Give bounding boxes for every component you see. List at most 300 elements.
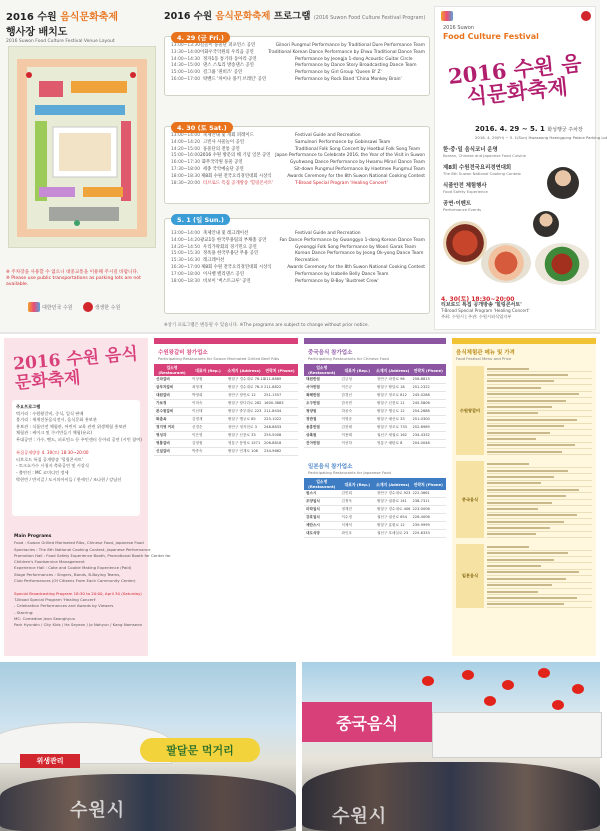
column-header: 대표자 (Rep.) — [340, 364, 376, 376]
table-cell: 팔달구 인계로 108 — [226, 448, 262, 456]
program-time: 16:00~17:30 — [171, 160, 200, 166]
program-title-en: Japan Performance to Celebrate 2016, the Year of the Visit in Suwon — [275, 153, 425, 159]
menu-item-text — [487, 565, 541, 567]
program-row — [171, 133, 425, 140]
table-cell: 조양일식 — [304, 498, 340, 506]
menu-sections — [452, 366, 596, 608]
info-line: 홍보관 : 식품안전 체험관, 어린이 교육 관련 위생체험 홍보관 — [16, 423, 127, 429]
galbi-column — [154, 338, 298, 656]
menu-item-text — [487, 476, 554, 478]
venue-subtitle: 2016 Suwon Food Culture Festival Venue Layout — [6, 39, 115, 44]
table-cell: 팔달구 경수대로 406 — [375, 506, 411, 514]
menu-item-text — [487, 406, 552, 408]
table-cell: 245-5806 — [411, 400, 447, 408]
menu-title: 음식체험관 메뉴 및 가격 — [456, 350, 515, 356]
table-row — [304, 376, 446, 384]
table-cell: 김정욱 — [340, 498, 376, 506]
map-block-parking — [49, 207, 119, 221]
table-row — [154, 400, 298, 408]
program-time: 18:00~18:30 — [171, 278, 200, 284]
table-cell: 225-8333 — [411, 530, 447, 538]
program-title-en: Samulnori Performance by Gobinsawi Team — [295, 139, 391, 145]
program-title-kr: 길놀이 풍물단 퍼포먼스 공연 — [200, 43, 256, 48]
table-row — [304, 408, 446, 416]
table-cell: 251-1557 — [262, 392, 298, 400]
table-cell: 태원반점 — [304, 376, 340, 384]
day-rows — [165, 127, 429, 187]
table-cell: 206-8818 — [262, 440, 298, 448]
table-cell: 김민희 — [340, 490, 376, 498]
venue-title: 2016 수원 음식문화축제 — [6, 12, 119, 23]
table-cell: 김찬태 — [340, 424, 376, 432]
column-header: 소재지 (Address) — [375, 364, 411, 376]
table-cell: 김금성 — [340, 376, 376, 384]
menu-item-text — [487, 432, 550, 434]
table-cell: 대도식당 — [304, 530, 340, 538]
day-rows — [165, 37, 429, 84]
program-title-en: Festival Guide and Recreation — [295, 231, 361, 236]
program-title-en: Performance by Jeongja 1-dong Acoustic Guitar Circle — [295, 56, 413, 62]
venue-map-drawing — [9, 47, 155, 247]
program-row — [171, 265, 425, 272]
table-cell: 1600-3883 — [262, 400, 298, 408]
info-line: Park Hyunbin / City Kids / Ha Seyeon / Jo Nahyun / Kang Namseon — [14, 622, 143, 628]
program-time: 14:20~14:50 — [171, 244, 200, 250]
poster-singer-photo — [533, 211, 559, 237]
program-title-en: Festival Guide and Recreation — [295, 133, 361, 138]
lantern-icon — [462, 670, 474, 680]
table-cell: 한경선 — [340, 392, 376, 400]
table-cell: 254-2888 — [411, 408, 447, 416]
program-title-kr: 이화우국악원의 우리음 공연 — [200, 49, 254, 55]
program-row — [171, 70, 425, 77]
table-row — [304, 432, 446, 440]
menu-item-text — [487, 489, 579, 491]
program-time: 14:00~14:30 — [171, 56, 200, 62]
table-row — [154, 384, 298, 392]
poster-feature: 식품안전 체험행사 Food Safety Experience — [443, 183, 488, 194]
table-cell: 복해반점 — [304, 392, 340, 400]
table-cell: 상록원 — [304, 432, 340, 440]
column-header: 대표자 (Rep.) — [340, 478, 376, 490]
brand-logo-icon — [83, 302, 93, 312]
map-block-chinese — [35, 105, 125, 115]
table-cell: 권선구 세권로 162 — [375, 432, 411, 440]
menu-subtitle: Food Festival Menu and Price — [456, 356, 512, 361]
table-row — [154, 376, 298, 384]
menu-section — [456, 544, 592, 608]
program-schedule — [164, 8, 432, 330]
menu-item-text — [487, 374, 568, 376]
program-title-kr: 정옥용 한국무용단 무용 공연 — [203, 251, 259, 257]
program-title-kr: 제8회 수원 전국요리경연대회 시상식 — [200, 173, 272, 179]
table-cell: 이영준 — [340, 416, 376, 424]
menu-item-text — [487, 578, 566, 580]
table-cell: 장안구 파장로 96 — [375, 376, 411, 384]
menu-item-text — [487, 393, 579, 395]
table-row — [304, 506, 446, 514]
day-block-apr30 — [164, 126, 430, 204]
info-line: Promotion Hall : Food Safety Experience Booth, Promotional Booth for Center for — [14, 552, 171, 558]
table-row — [154, 448, 298, 456]
program-time: 15:00~16:00 — [171, 153, 200, 159]
table-cell: 장안구 정자천로 3 — [226, 424, 262, 432]
program-row — [171, 238, 425, 245]
menu-item-text — [487, 451, 562, 453]
menu-item-line — [487, 532, 592, 538]
program-title-kr: 락밴드 '차이나 몽키 브레인' 공연 — [203, 76, 267, 82]
festival-photo-2 — [302, 662, 600, 831]
table-cell: 김영재 — [190, 416, 226, 424]
info-line: Experience Hall : Cake and Cookie Making Experience (Paid) — [14, 565, 132, 571]
program-title-en: Recreation — [295, 258, 319, 264]
table-cell: 정계진 — [340, 506, 376, 514]
column-header: 연락처 (Phone) — [411, 478, 447, 490]
program-title-en: Gyeonggi Folk Song Performance by Woori Garak Team — [295, 244, 417, 250]
table-cell: 신라갈비 — [154, 376, 190, 384]
program-time: 14:20~15:00 — [171, 146, 200, 152]
menu-item-text — [487, 444, 575, 446]
menu-item-text — [487, 387, 541, 389]
program-time: 14:30~15:00 — [171, 63, 200, 69]
program-title-en: Korean Dance Performance by Jeong Ok-yong Dance Team — [295, 251, 424, 257]
program-row — [171, 181, 425, 188]
table-header-row — [304, 478, 446, 490]
photo1-banner-small: 위생관리 — [20, 754, 80, 768]
program-title-kr: 티브로드 특집 공개방송 '힐링콘서트' — [203, 180, 274, 186]
menu-item-text — [487, 425, 564, 427]
program-title-en: Gilnori Pungmul Performance by Traditional Dure Performance Team — [275, 43, 425, 48]
table-cell: 팔달구 행궁로 85 — [226, 416, 262, 424]
table-cell: 최영재 — [190, 384, 226, 392]
poster-eng-title: Food Culture Festival — [443, 32, 539, 41]
column-header: 소재지 (Address) — [375, 478, 411, 490]
table-cell: 청양원 — [304, 408, 340, 416]
suwon-logo-icon — [28, 302, 40, 312]
table-cell: 이은규 — [340, 384, 376, 392]
table-cell: 원스시 — [304, 490, 340, 498]
program-row — [171, 50, 425, 57]
chinese-japanese-column — [304, 338, 446, 656]
program-time: 16:30~17:00 — [171, 264, 200, 270]
program-time: 15:30~16:30 — [171, 258, 200, 264]
table-cell: 이상철 — [190, 376, 226, 384]
table-cell: 팔달구 경수대로 76-10 — [226, 376, 262, 384]
chinese-title: 중국음식 참가업소 — [308, 350, 353, 356]
venue-layout — [6, 8, 156, 328]
lantern-icon — [538, 668, 550, 678]
poster-feature: 공연·이벤트 Performance Events — [443, 201, 482, 212]
table-cell: 오구반점 — [304, 400, 340, 408]
info-line: - Starring: — [14, 609, 34, 615]
program-row — [171, 160, 425, 167]
map-block-tables — [59, 133, 111, 171]
map-block-experience — [39, 187, 75, 197]
menu-item-text — [487, 508, 538, 510]
column-header: 업소명 (Restaurant) — [304, 478, 340, 490]
poster-address: 2016. 4. 29(Fri) ~ 5. 1(Sun) Hwaseong Haenggung Palace Parking Lot — [475, 135, 607, 140]
table-row — [154, 416, 298, 424]
program-title-en: Gyuhwang Dance Performance by Hwamu Mirari Dance Team — [289, 160, 425, 166]
info-line: - Celebration Performances and Awards by Viewers — [14, 603, 114, 609]
table-cell: 238-7311 — [411, 498, 447, 506]
program-title-kr: 화무국악원 풍물 공연 — [201, 160, 243, 166]
table-cell: 권선구 권선로 654 — [375, 514, 411, 522]
menu-item-text — [487, 571, 579, 573]
table-cell: 252-8989 — [411, 424, 447, 432]
table-cell: 225-1022 — [262, 416, 298, 424]
menu-item-text — [487, 597, 577, 599]
info-line: - 출연진 : MC 코미디언 정세 — [16, 469, 69, 475]
table-cell: 이은영 — [190, 432, 226, 440]
program-row — [171, 258, 425, 265]
program-title-kr: 정자1동 통기타 동아리 공연 — [203, 56, 257, 62]
table-cell: 234-4332 — [411, 432, 447, 440]
program-time: 17:30~18:00 — [171, 166, 200, 172]
program-time: 18:30~20:00 — [171, 180, 200, 186]
program-time: 13:30~14:00 — [171, 49, 200, 55]
photo1-banner: 팔달문 먹거리 — [140, 738, 260, 762]
program-row — [171, 272, 425, 279]
info-line: Club Performances (Of Citizens From Each Community Center) — [14, 578, 136, 584]
table-cell: 본수원갈비 — [154, 408, 190, 416]
table-cell: 211-8889 — [262, 376, 298, 384]
menu-column — [452, 338, 596, 656]
table-cell: 삼부자갈비 — [154, 384, 190, 392]
photo2-tent — [432, 712, 602, 758]
table-cell: 강호일식 — [304, 514, 340, 522]
table-cell: 진아반점 — [304, 440, 340, 448]
table-cell: 이미숙 — [190, 400, 226, 408]
poster-organizer: 주최: 수원시 | 주관: 수원시외식업지부 — [441, 313, 512, 319]
table-row — [304, 522, 446, 530]
photo2-watermark: 수원시 — [332, 806, 388, 827]
poster-feature: 한·중·일 음식코너 운영 Korean, Chinese and Japanese Food Cuisine — [443, 147, 526, 158]
table-cell: 팔달구 효원로 12 — [375, 522, 411, 530]
column-header: 대표자 (Rep.) — [190, 364, 226, 376]
table-cell: 박종숙 — [190, 448, 226, 456]
menu-items — [484, 366, 592, 455]
program-title-kr: 걸그룹 '퀸비즈' 공연 — [203, 70, 243, 76]
lantern-icon — [422, 676, 434, 686]
table-cell: 신일갈비 — [154, 448, 190, 456]
info-line: 무대공연 : 가수, 밴드, 퍼포먼스 등 주민센터 동아리 공연 (시민 참여) — [16, 436, 142, 442]
menu-section — [456, 461, 592, 538]
galbi-table — [154, 364, 298, 456]
poster-food-chinese — [535, 243, 589, 285]
menu-items — [484, 461, 592, 538]
program-title-kr: 풍물단의 전통 공연 — [203, 146, 240, 152]
info-line: T-Broad Special Program 'Healing Concert' — [14, 596, 97, 602]
program-time: 13:00~13:30 — [171, 43, 200, 48]
program-time: 13:00~14:00 — [171, 231, 200, 236]
table-cell: 223-0006 — [411, 506, 447, 514]
menu-item-text — [487, 412, 538, 414]
menu-item-text — [487, 380, 554, 382]
brochure-info-kr — [12, 400, 140, 516]
table-cell: 팔달구 신풍로 33 — [226, 432, 262, 440]
table-cell: 이용태 — [340, 432, 376, 440]
table-cell: 248-8833 — [262, 424, 298, 432]
info-line: Main Programs — [14, 534, 52, 539]
photo1-watermark: 수원시 — [70, 800, 126, 821]
column-header: 업소명 (Restaurant) — [154, 364, 190, 376]
brochure-info-en — [14, 534, 171, 628]
menu-item-text — [487, 591, 538, 593]
program-title-kr: 2016 수원 방문의 해 기념 일본 공연 — [200, 153, 271, 159]
info-line: Children's Foodservice Management — [14, 559, 85, 565]
day-rows — [165, 219, 429, 285]
table-cell: 미락일식 — [304, 506, 340, 514]
menu-item-text — [487, 552, 568, 554]
table-cell: 정지영 커피 — [154, 424, 190, 432]
chinese-table — [304, 364, 446, 448]
poster-logos — [441, 11, 591, 21]
japanese-table — [304, 478, 446, 538]
table-row — [154, 424, 298, 432]
menu-item-text — [487, 533, 536, 535]
poster-concert-time: 4. 30(토) 18:30~20:00 — [441, 296, 515, 303]
info-line: Stage Performances : Singers, Bands, B-Boying Teams, — [14, 571, 121, 577]
program-row — [171, 43, 425, 50]
table-cell: 가보정 — [154, 400, 190, 408]
map-road-east — [137, 59, 147, 237]
program-time: 18:00~18:30 — [171, 173, 200, 179]
venue-map — [8, 46, 156, 248]
program-title: 2016 수원 음식문화축제 프로그램 (2016 Suwon Food Culture Festival Program) — [164, 11, 426, 22]
table-cell: 234-9662 — [262, 448, 298, 456]
info-line: 특집공개방송 4. 30(토) 18:30~20:00 — [16, 450, 89, 456]
menu-section-label: 중국음식 — [456, 461, 484, 538]
japanese-subtitle: Participating Restaurants for Japanese Food — [308, 470, 391, 475]
table-cell: 이선하 — [340, 440, 376, 448]
program-title-en: Performance by Isabelle Belly Dance Team — [295, 271, 389, 277]
table-cell: 245-0288 — [411, 392, 447, 400]
table-cell: 권선구 호매실로 23 — [375, 530, 411, 538]
table-cell: 장안구 경수대로 923 — [375, 490, 411, 498]
photo2-banner: 중국음식 — [302, 702, 432, 742]
table-cell: 226-4006 — [411, 514, 447, 522]
info-line: 체험관 : 케이크 및 쿠키만들기 체험(유료) — [16, 430, 93, 436]
venue-logos — [28, 302, 138, 312]
venue-note-kr: ※ 주차장을 사용할 수 없으니 대중교통을 이용해 주시길 바랍니다. — [6, 270, 139, 275]
table-cell: 용흥반점 — [304, 424, 340, 432]
menu-item-text — [487, 559, 554, 561]
table-row — [304, 400, 446, 408]
column-header: 연락처 (Phone) — [411, 364, 447, 376]
menu-items — [484, 544, 592, 608]
table-cell: 팔달구 경수대로 76-3 — [226, 384, 262, 392]
day-block-apr29 — [164, 36, 430, 96]
program-row — [171, 174, 425, 181]
program-title-kr: 우리가락회의 경기민요 공연 — [203, 244, 257, 250]
program-time: 17:00~18:00 — [171, 271, 200, 277]
brochure-title: 2016 수원 음식문화축제 — [12, 343, 139, 394]
day-block-may1 — [164, 218, 430, 314]
table-cell: 239-9999 — [411, 522, 447, 530]
venue-title-line2: 행사장 배치도 — [6, 27, 68, 38]
program-title-en: Awards Ceremony for the 8th Suwon National Cooking Contest — [287, 173, 425, 179]
table-cell: 영통갈비 — [154, 440, 190, 448]
day-label: 4. 29 (금 Fri.) — [171, 32, 230, 43]
table-cell: 곽인호 — [340, 530, 376, 538]
info-line: - 토크쇼가수 시청자 축하공연 및 시상식 — [16, 463, 89, 469]
poster-bottom — [441, 297, 593, 319]
poster-concert-title: 티브로드 특집 공개방송 '힐링콘서트' — [441, 301, 522, 308]
poster-feature: 제8회 수원전국요리경연대회 The 8th Suwon National Cooking Contest — [443, 165, 521, 176]
lantern-icon — [552, 700, 564, 710]
lantern-icon — [502, 680, 514, 690]
table-cell: 팔달구 행궁로 12 — [375, 408, 411, 416]
poster-food-sushi — [481, 243, 531, 283]
table-cell: 팔달구 정조로 812 — [375, 392, 411, 400]
table-row — [304, 424, 446, 432]
program-title-en: Fan Dance Performance by Gwanggyo 1-dong Korean Dance Team — [279, 237, 425, 243]
program-title-en: Performance by Rock Band 'China Monkey Brain' — [295, 76, 402, 82]
lantern-icon — [484, 696, 496, 706]
info-line: MC: Comedian Jeon Seonghyun — [14, 615, 76, 621]
festival-poster — [434, 6, 607, 330]
menu-item-text — [487, 584, 552, 586]
map-block-booths — [71, 81, 127, 93]
table-row — [304, 384, 446, 392]
info-line: 볼거리 : 세계전통음식전시, 음식문화 홍보관 — [16, 417, 97, 423]
program-time: 16:00~17:00 — [171, 76, 200, 82]
program-title-kr: 이사벨 밸리댄스 공연 — [203, 271, 244, 277]
table-cell: 신경순 — [190, 424, 226, 432]
program-title-kr: 축제안내 및 개회 퍼레이드 — [203, 133, 254, 138]
menu-item-text — [487, 546, 529, 548]
menu-section — [456, 366, 592, 455]
poster-concert-en: T-Broad Special Program 'Healing Concert' — [441, 308, 530, 313]
program-title-en: Performance by Dance Story Broadcasting Dance Team — [295, 63, 417, 69]
table-cell: 영성각 — [154, 432, 190, 440]
menu-section-label: 수원왕갈비 — [456, 366, 484, 455]
table-header-row — [304, 364, 446, 376]
menu-item-text — [487, 482, 541, 484]
table-cell: 팔달구 팔달로 18 — [375, 384, 411, 392]
table-cell: 222-3661 — [411, 490, 447, 498]
table-cell: 255-5008 — [262, 432, 298, 440]
menu-item-text — [487, 514, 577, 516]
table-cell: 한욱빈 — [340, 400, 376, 408]
table-cell: 팔달구 중부대로 223 — [226, 408, 262, 416]
program-title-kr: 광교1동 한국무용팀의 부채춤 공연 — [200, 237, 267, 243]
table-header-row — [154, 364, 298, 376]
program-time: 13:00~14:00 — [171, 133, 200, 138]
poster-date: 2016. 4. 29 ~ 5. 1 화성행궁 주차장 — [475, 125, 583, 133]
menu-item-text — [487, 470, 568, 472]
program-row — [171, 167, 425, 174]
table-cell: 장안구 장안로 12 — [226, 392, 262, 400]
top-section — [0, 0, 607, 334]
table-cell: 이신태 — [190, 408, 226, 416]
menu-item-text — [487, 603, 564, 605]
program-title-kr: 세종 국악예술단 공연 — [202, 166, 244, 172]
menu-item-text — [487, 368, 529, 370]
table-row — [154, 440, 298, 448]
table-cell: 영통구 봉영로 1571 — [226, 440, 262, 448]
table-cell: 대원갈비 — [154, 392, 190, 400]
program-title-kr: 축제안내 및 레크레이션 — [203, 231, 249, 236]
menu-item-text — [487, 419, 577, 421]
program-title-kr: 제8회 수원 전국요리경연대회 시상식 — [200, 264, 272, 270]
table-cell: 211-8822 — [262, 384, 298, 392]
table-row — [304, 440, 446, 448]
suwon-city-logo: 대한민국 수원 — [28, 302, 73, 312]
info-line: 박현빈 / 반지걸 / 도시의아이들 / 한세인 / 조나현 / 강남선 — [16, 476, 122, 482]
menu-item-text — [487, 463, 529, 465]
